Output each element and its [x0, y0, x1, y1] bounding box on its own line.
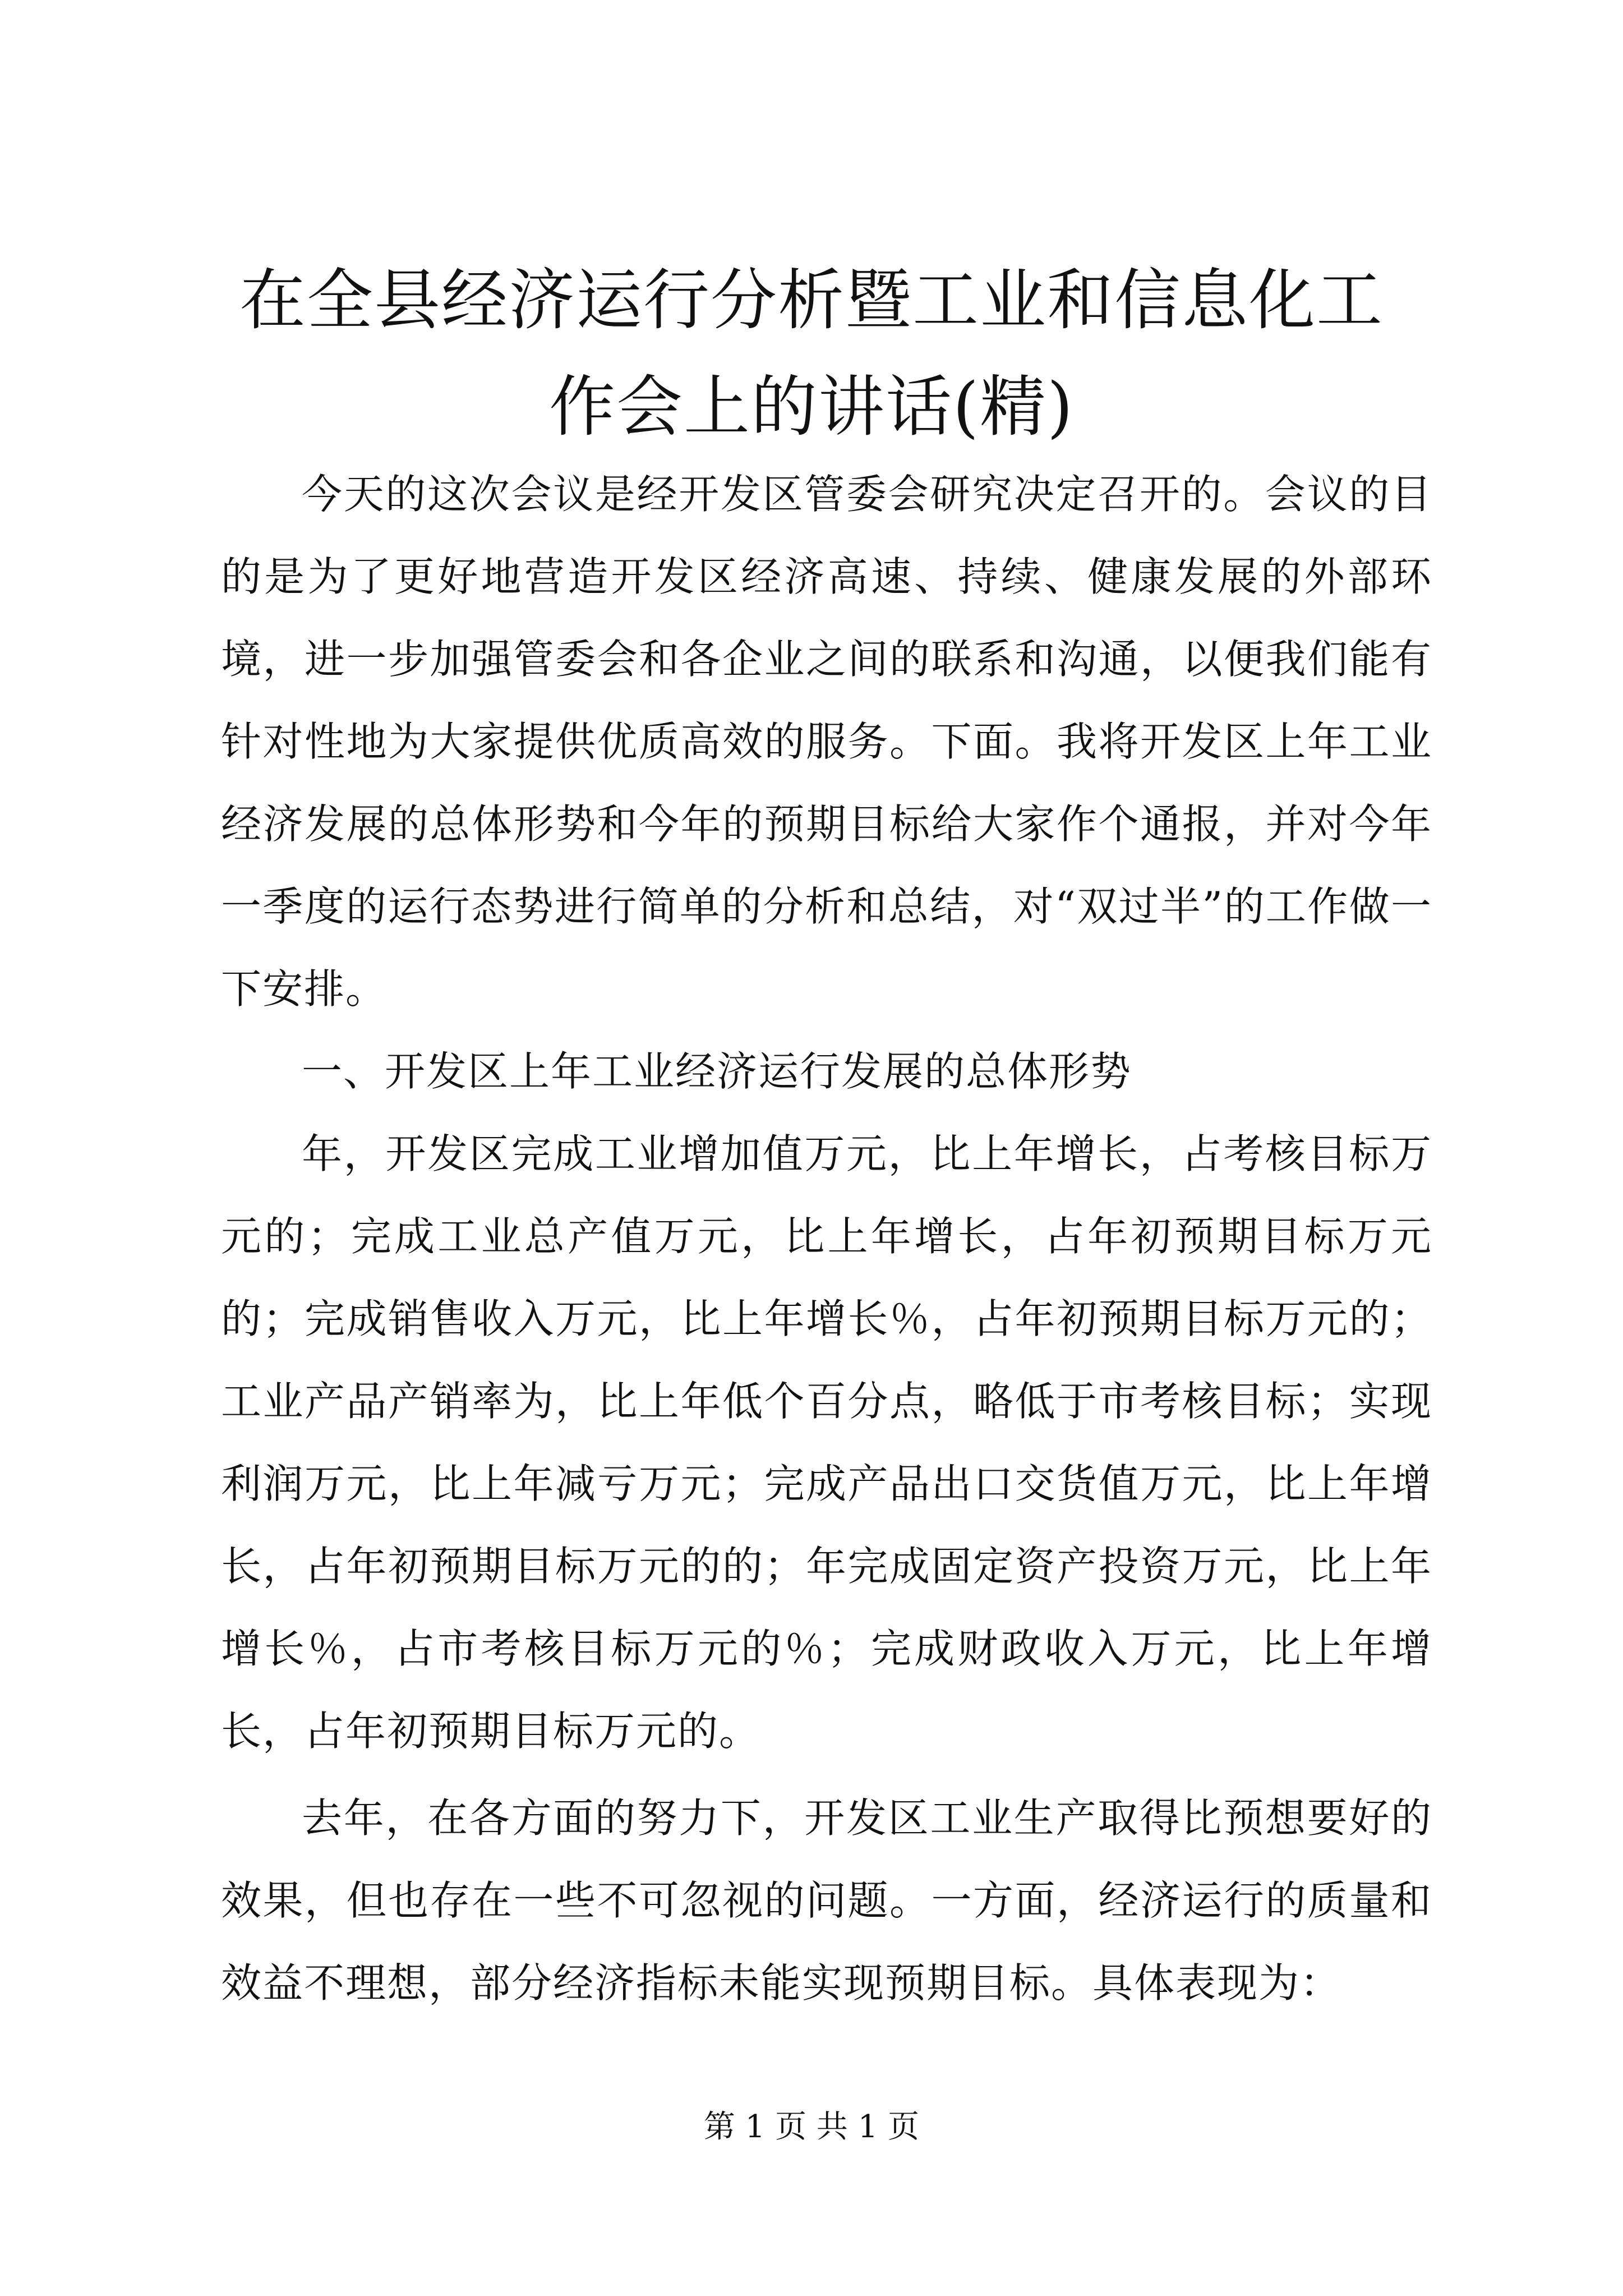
document-body: [221, 453, 1432, 2024]
page-footer: 第 1 页 共 1 页: [703, 2109, 920, 2145]
document-title: 在全县经济运行分析暨工业和信息化工作会上的讲话(精): [239, 261, 1384, 445]
paragraph-intro: 今天的这次会议是经开发区管委会研究决定召开的。会议的目的是为了更好地营造开发区经济高速、持续、健康发展的外部环境，进一步加强管委会和各企业之间的联系和沟通，以便我们能有针对性地为大家提供优质高效的服务。下面。我将开发区上年工业经济发展的总体形势和今年的预期目标给大家作个通报，并对今年一季度的运行态势进行简单的分析和总结，对“双过半”的工作做一下安排。: [221, 471, 1432, 1013]
paragraph-problems: 去年，在各方面的努力下，开发区工业生产取得比预想要好的效果，但也存在一些不可忽视的问题。一方面，经济运行的质量和效益不理想，部分经济指标未能实现预期目标。具体表现为：: [221, 1795, 1432, 2007]
section-heading: 一、开发区上年工业经济运行发展的总体形势: [302, 1048, 1132, 1095]
paragraph-statistics: 年，开发区完成工业增加值万元，比上年增长，占考核目标万元的；完成工业总产值万元，比上年增长，占年初预期目标万元的；完成销售收入万元，比上年增长％，占年初预期目标万元的；工业产品产销率为，比上年低个百分点，略低于市考核目标；实现利润万元，比上年减亏万元；完成产品出口交货值万元，比上年增长，占年初预期目标万元的的；年完成固定资产投资万元，比上年增长％，占市考核目标万元的％；完成财政收入万元，比上年增长，占年初预期目标万元的。: [221, 1130, 1432, 1755]
